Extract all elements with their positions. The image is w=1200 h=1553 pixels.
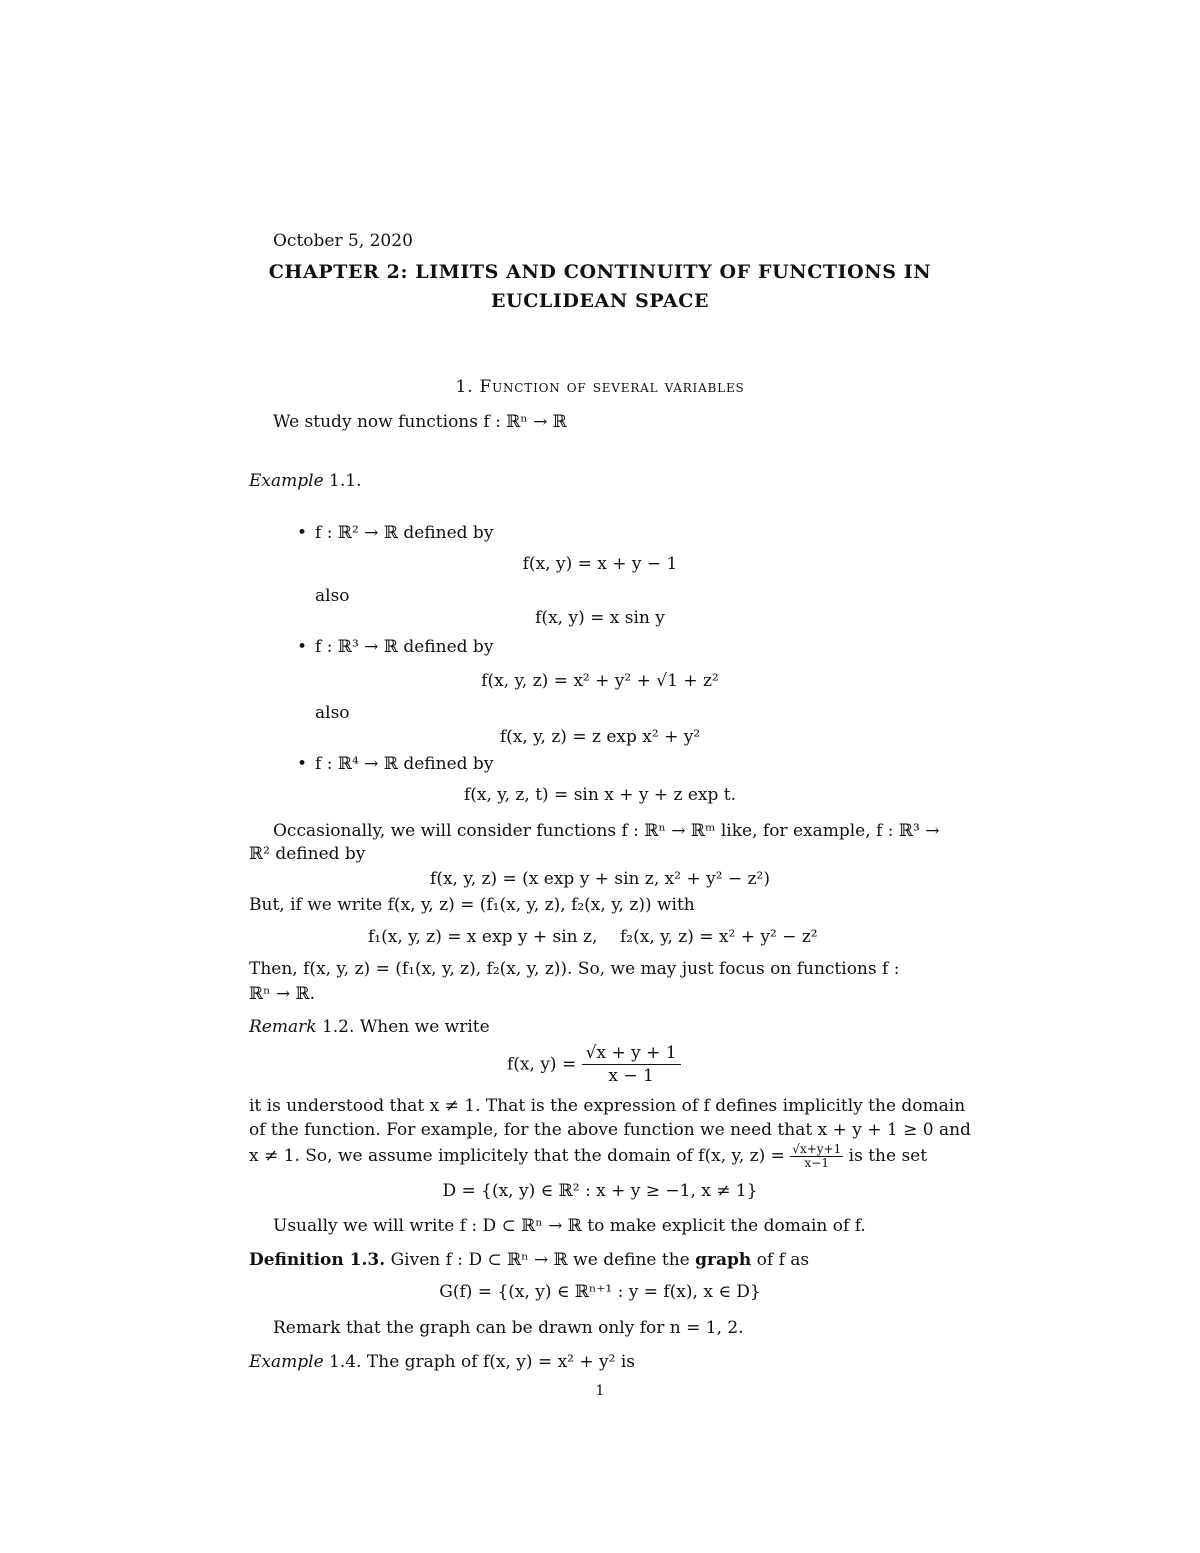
inline-fraction <box>790 1143 843 1170</box>
fraction-numerator: √x + y + 1 <box>582 1042 681 1065</box>
formula-f2: f₂(x, y, z) = x² + y² − z² <box>620 927 818 947</box>
chapter-title-line-1: CHAPTER 2: LIMITS AND CONTINUITY OF FUNCTIONS IN <box>268 261 932 283</box>
formula-fraction-display <box>507 1042 681 1087</box>
formula-f-xy-sin: f(x, y) = x sin y <box>535 608 665 628</box>
definition-text-end: of f as <box>756 1250 810 1270</box>
remark-line-3 <box>249 1143 927 1170</box>
chapter-title-line-2: EUCLIDEAN SPACE <box>490 290 710 312</box>
example-1-1-heading <box>249 470 362 492</box>
definition-text-start: Given f : D ⊂ ℝⁿ → ℝ we define the <box>390 1250 690 1270</box>
remark-line-3-end: is the set <box>848 1146 928 1166</box>
remark-label: Remark <box>249 1017 317 1037</box>
bullet-icon: • <box>297 637 308 657</box>
usually-text: Usually we will write f : D ⊂ ℝⁿ → ℝ to make explicit the domain of f. <box>273 1216 866 1236</box>
fraction <box>582 1042 681 1087</box>
intro-text: We study now functions f : ℝⁿ → ℝ <box>273 412 567 432</box>
formula-domain-set: D = {(x, y) ∈ ℝ² : x + y ≥ −1, x ≠ 1} <box>442 1181 758 1201</box>
formula-f-xyzt: f(x, y, z, t) = sin x + y + z exp t. <box>463 785 737 805</box>
formula-f-xyz-sqrt: f(x, y, z) = x² + y² + √1 + z² <box>481 671 719 691</box>
bullet-icon: • <box>297 523 308 543</box>
bullet-1-text: f : ℝ² → ℝ defined by <box>315 523 494 543</box>
bullet-icon: • <box>297 754 308 774</box>
formula-graph-set: G(f) = {(x, y) ∈ ℝⁿ⁺¹ : y = f(x), x ∈ D} <box>439 1282 761 1302</box>
remark-text: When we write <box>359 1017 490 1037</box>
definition-1-3 <box>249 1249 809 1271</box>
remark-number: 1.2. <box>321 1017 355 1037</box>
but-text: But, if we write f(x, y, z) = (f₁(x, y, z), f₂(x, y, z)) with <box>249 895 695 915</box>
remark-line-2: of the function. For example, for the above function we need that x + y + 1 ≥ 0 and <box>249 1120 971 1140</box>
formula-f-xyz-exp: f(x, y, z) = z exp x² + y² <box>499 727 701 747</box>
bullet-2-text: f : ℝ³ → ℝ defined by <box>315 637 494 657</box>
graph-remark: Remark that the graph can be drawn only for n = 1, 2. <box>273 1318 744 1338</box>
example-number: 1.1. <box>329 471 362 491</box>
fraction-lhs: f(x, y) = <box>507 1054 577 1075</box>
date: October 5, 2020 <box>273 231 413 251</box>
also-text: also <box>315 703 350 723</box>
occasionally-line-1: Occasionally, we will consider functions f : ℝⁿ → ℝᵐ like, for example, f : ℝ³ → <box>273 821 940 841</box>
bullet-3-text: f : ℝ⁴ → ℝ defined by <box>315 754 494 774</box>
example-text: The graph of f(x, y) = x² + y² is <box>366 1352 636 1372</box>
formula-f1: f₁(x, y, z) = x exp y + sin z, <box>368 927 598 947</box>
example-number: 1.4. <box>329 1352 362 1372</box>
definition-bold-word: graph <box>695 1250 752 1270</box>
then-line-2: ℝⁿ → ℝ. <box>249 984 316 1004</box>
remark-1-2-heading <box>249 1016 490 1038</box>
inline-fraction-numerator: √x+y+1 <box>792 1142 842 1156</box>
remark-line-3-start: x ≠ 1. So, we assume implicitely that the domain of f(x, y, z) = <box>249 1146 785 1166</box>
formula-f-xy-sum: f(x, y) = x + y − 1 <box>522 554 678 574</box>
inline-fraction-denominator: x−1 <box>804 1156 829 1170</box>
definition-label: Definition 1.3. <box>249 1250 386 1270</box>
example-label: Example <box>249 471 324 491</box>
page-number: 1 <box>595 1383 605 1399</box>
then-line-1: Then, f(x, y, z) = (f₁(x, y, z), f₂(x, y, z)). So, we may just focus on functions f : <box>249 959 900 979</box>
section-heading: 1. Function of several variables <box>455 377 745 397</box>
example-1-4 <box>249 1351 635 1373</box>
fraction-denominator: x − 1 <box>608 1066 654 1086</box>
formula-vector-function: f(x, y, z) = (x exp y + sin z, x² + y² − z²) <box>430 869 770 889</box>
also-text: also <box>315 586 350 606</box>
occasionally-line-2: ℝ² defined by <box>249 844 366 864</box>
remark-line-1: it is understood that x ≠ 1. That is the expression of f defines implicitly the domain <box>249 1096 966 1116</box>
example-label: Example <box>249 1352 324 1372</box>
